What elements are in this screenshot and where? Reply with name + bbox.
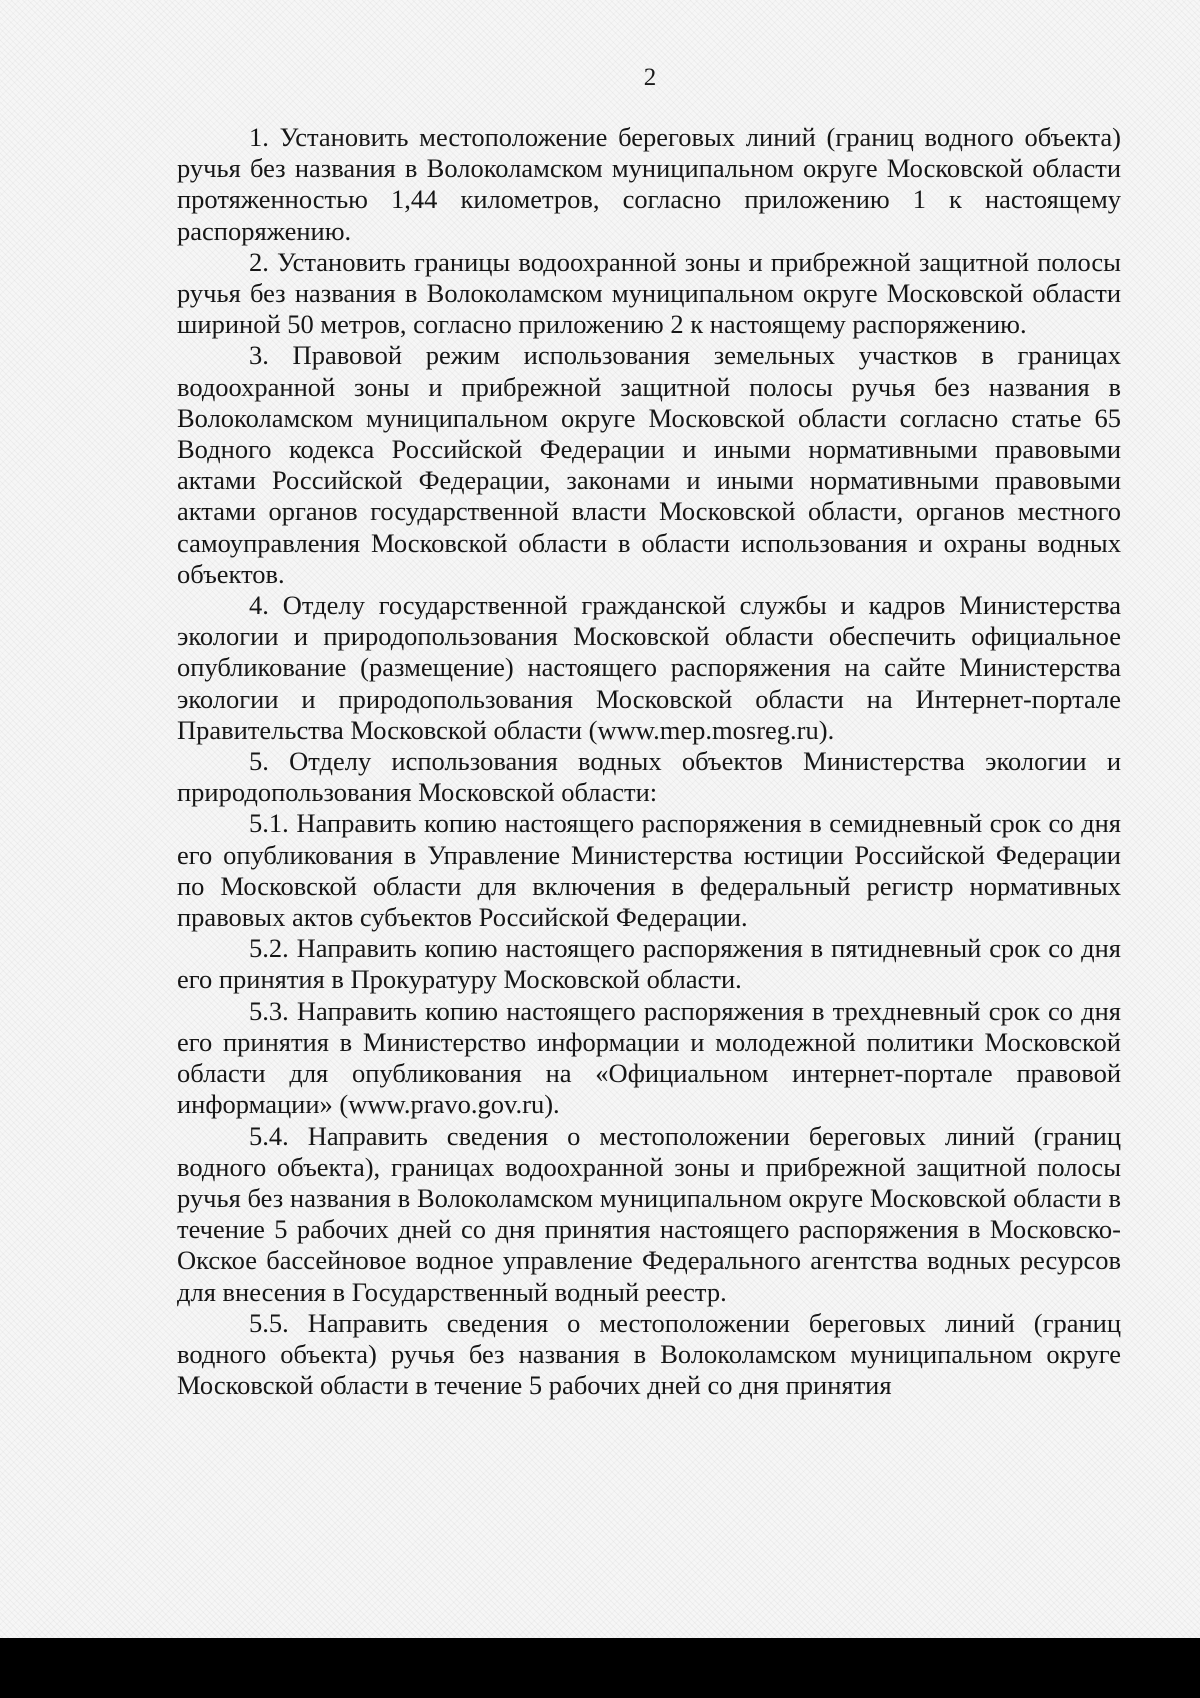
paragraph-5-5: 5.5. Направить сведения о местоположении береговых линий (границ водного объекта) ручья без названия в Волоколамском муниципальном округе Московской области в течение 5 рабочих дней со дня принятия <box>177 1307 1121 1401</box>
paragraph-5: 5. Отделу использования водных объектов Министерства экологии и природопользования Московской области: <box>177 746 1121 808</box>
document-body <box>177 122 1121 1401</box>
paragraph-5-1: 5.1. Направить копию настоящего распоряжения в семидневный срок со дня его опубликования в Управление Министерства юстиции Российской Федерации по Московской области для включения в федеральный регистр нормативных правовых актов субъектов Российской Федерации. <box>177 808 1121 933</box>
paragraph-1: 1. Установить местоположение береговых линий (границ водного объекта) ручья без названия в Волоколамском муниципальном округе Московской области протяженностью 1,44 километров, согласно приложению 1 к настоящему распоряжению. <box>177 122 1121 246</box>
paragraph-2: 2. Установить границы водоохранной зоны и прибрежной защитной полосы ручья без названия в Волоколамском муниципальном округе Московской области шириной 50 метров, согласно приложению 2 к настоящему распоряжению. <box>177 246 1121 340</box>
paragraph-4: 4. Отделу государственной гражданской службы и кадров Министерства экологии и природопользования Московской области обеспечить официальное опубликование (размещение) настоящего распоряжения на сайте Министерства экологии и природопользования Московской области на Интернет-портале Правительства Московской области (www.mep.mosreg.ru). <box>177 590 1121 745</box>
paragraph-5-4: 5.4. Направить сведения о местоположении береговых линий (границ водного объекта), границах водоохранной зоны и прибрежной защитной полосы ручья без названия в Волоколамском муниципальном округе Московской области в течение 5 рабочих дней со дня принятия настоящего распоряжения в Московско-Окское бассейновое водное управление Федерального агентства водных ресурсов для внесения в Государственный водный реестр. <box>177 1120 1121 1307</box>
page-number: 2 <box>643 64 657 91</box>
paragraph-3: 3. Правовой режим использования земельных участков в границах водоохранной зоны и прибрежной защитной полосы ручья без названия в Волоколамском муниципальном округе Московской области согласно статье 65 Водного кодекса Российской Федерации и иными нормативными правовыми актами Российской Федерации, законами и иными нормативными правовыми актами органов государственной власти Московской области, органов местного самоуправления Московской области в области использования и охраны водных объектов. <box>177 340 1121 589</box>
paragraph-5-3: 5.3. Направить копию настоящего распоряжения в трехдневный срок со дня его принятия в Министерство информации и молодежной политики Московской области для опубликования на «Официальном интернет-портале правовой информации» (www.pravo.gov.ru). <box>177 995 1121 1120</box>
paragraph-5-2: 5.2. Направить копию настоящего распоряжения в пятидневный срок со дня его принятия в Прокуратуру Московской области. <box>177 933 1121 995</box>
scan-bottom-border <box>0 1638 1200 1698</box>
